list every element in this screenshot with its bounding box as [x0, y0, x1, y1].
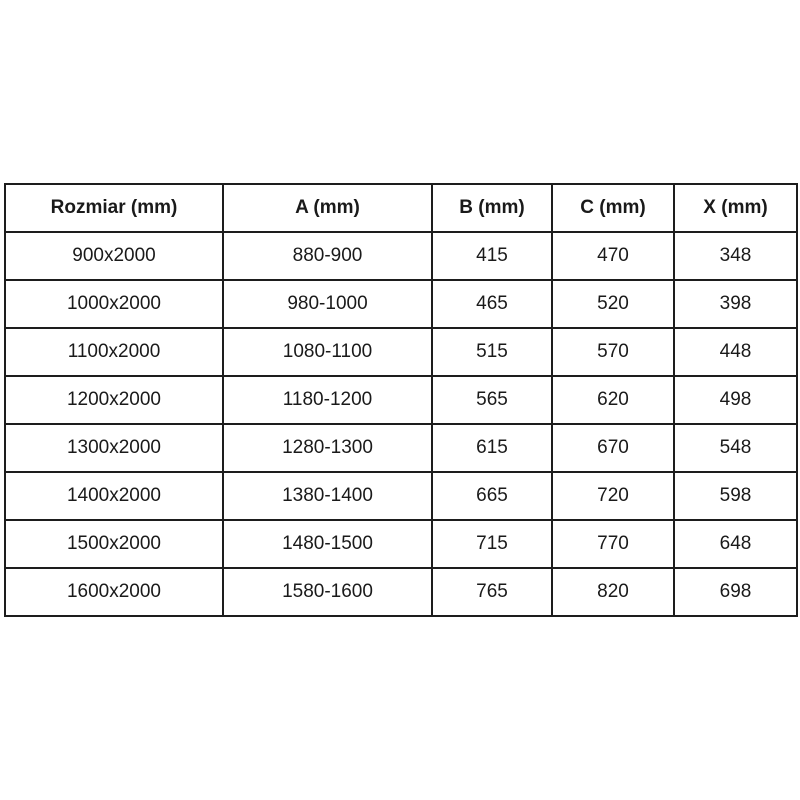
cell-c: 770: [552, 520, 674, 568]
cell-rozmiar: 1500x2000: [5, 520, 223, 568]
cell-b: 465: [432, 280, 552, 328]
cell-a: 1480-1500: [223, 520, 432, 568]
table-row: [5, 424, 797, 472]
cell-x: 598: [674, 472, 797, 520]
column-header-rozmiar: Rozmiar (mm): [5, 184, 223, 232]
cell-a: 1280-1300: [223, 424, 432, 472]
cell-rozmiar: 1000x2000: [5, 280, 223, 328]
cell-b: 565: [432, 376, 552, 424]
cell-b: 765: [432, 568, 552, 616]
table-row: [5, 232, 797, 280]
cell-rozmiar: 1400x2000: [5, 472, 223, 520]
cell-a: 1380-1400: [223, 472, 432, 520]
column-header-a: A (mm): [223, 184, 432, 232]
cell-b: 665: [432, 472, 552, 520]
cell-rozmiar: 1200x2000: [5, 376, 223, 424]
table-row: [5, 328, 797, 376]
table-row: [5, 376, 797, 424]
cell-x: 698: [674, 568, 797, 616]
cell-b: 715: [432, 520, 552, 568]
cell-b: 515: [432, 328, 552, 376]
column-header-x: X (mm): [674, 184, 797, 232]
cell-a: 880-900: [223, 232, 432, 280]
cell-c: 720: [552, 472, 674, 520]
cell-b: 415: [432, 232, 552, 280]
column-header-c: C (mm): [552, 184, 674, 232]
table-row: [5, 472, 797, 520]
cell-rozmiar: 1300x2000: [5, 424, 223, 472]
cell-rozmiar: 1600x2000: [5, 568, 223, 616]
cell-rozmiar: 1100x2000: [5, 328, 223, 376]
cell-x: 648: [674, 520, 797, 568]
cell-c: 670: [552, 424, 674, 472]
cell-x: 398: [674, 280, 797, 328]
cell-x: 348: [674, 232, 797, 280]
table-row: [5, 568, 797, 616]
cell-c: 570: [552, 328, 674, 376]
size-specification-table: [4, 183, 798, 617]
cell-b: 615: [432, 424, 552, 472]
table-header-row: [5, 184, 797, 232]
cell-a: 1580-1600: [223, 568, 432, 616]
cell-c: 620: [552, 376, 674, 424]
cell-x: 548: [674, 424, 797, 472]
cell-c: 470: [552, 232, 674, 280]
cell-x: 498: [674, 376, 797, 424]
cell-a: 1080-1100: [223, 328, 432, 376]
table-row: [5, 280, 797, 328]
cell-a: 1180-1200: [223, 376, 432, 424]
table-row: [5, 520, 797, 568]
cell-rozmiar: 900x2000: [5, 232, 223, 280]
cell-c: 520: [552, 280, 674, 328]
cell-c: 820: [552, 568, 674, 616]
cell-x: 448: [674, 328, 797, 376]
cell-a: 980-1000: [223, 280, 432, 328]
column-header-b: B (mm): [432, 184, 552, 232]
